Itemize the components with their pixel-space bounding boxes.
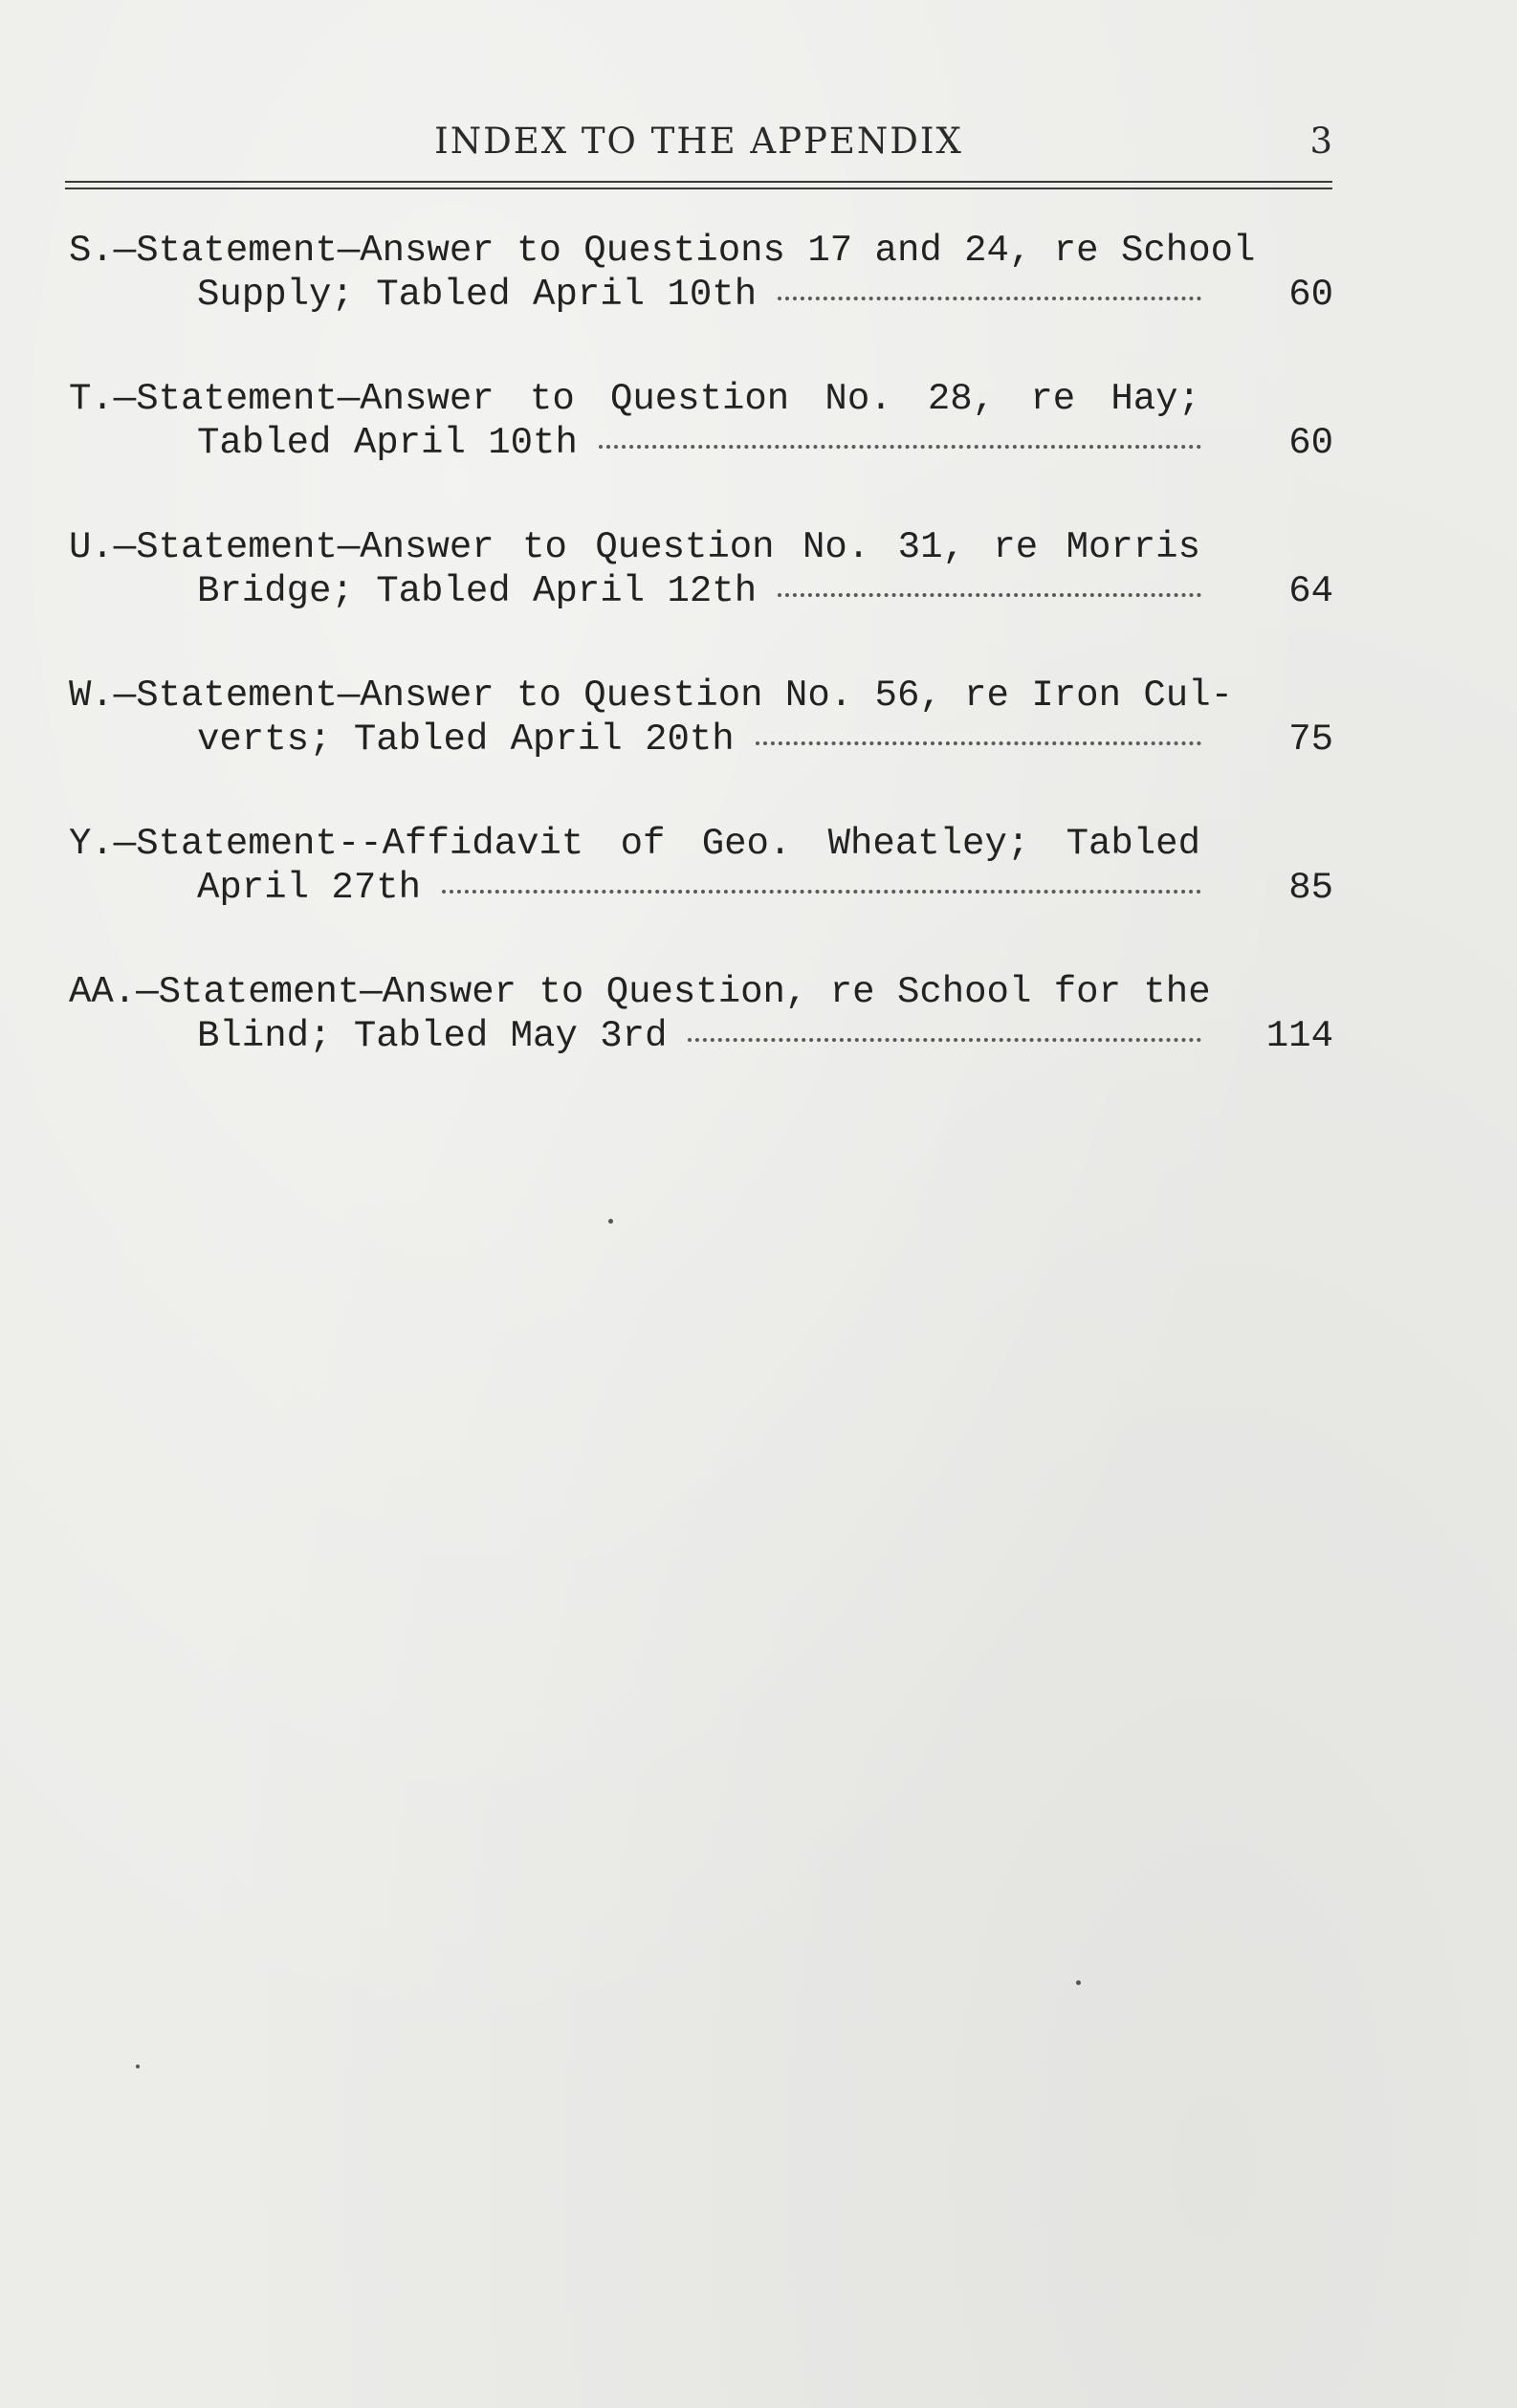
- paper-speck: [136, 2065, 140, 2068]
- entry-continuation-text: Supply; Tabled April 10th: [197, 274, 758, 316]
- entry-title-line: U.—Statement—Answer to Question No. 31, re Morris: [69, 526, 1200, 568]
- entry-title-line: AA.—Statement—Answer to Question, re School for the: [69, 971, 1211, 1013]
- dot-leader: [756, 732, 1201, 745]
- running-header: [65, 113, 1332, 170]
- header-rule-top: [65, 181, 1332, 183]
- entry-page-number: 64: [1288, 570, 1333, 612]
- entry-continuation-line: [197, 1013, 1201, 1059]
- index-entries: [69, 228, 1333, 1117]
- entry-continuation-text: Bridge; Tabled April 12th: [197, 570, 758, 612]
- entry-continuation-line: [197, 420, 1201, 466]
- header-title: INDEX TO THE APPENDIX: [434, 121, 963, 162]
- dot-leader: [688, 1028, 1201, 1042]
- entry-page-number: 114: [1265, 1015, 1333, 1057]
- entry-title-line: T.—Statement—Answer to Question No. 28, re Hay;: [69, 378, 1200, 420]
- header-page-number: 3: [1309, 121, 1332, 162]
- entry-continuation-text: April 27th: [197, 867, 422, 909]
- paper-speck: [1076, 1980, 1081, 1985]
- entry-title-line: S.—Statement—Answer to Questions 17 and 24, re School: [69, 230, 1256, 272]
- header-rule-bottom: [65, 188, 1332, 189]
- dot-leader: [442, 880, 1201, 894]
- entry-continuation-line: [197, 568, 1201, 614]
- entry-continuation-line: [197, 717, 1201, 762]
- entry-page-number: 60: [1288, 274, 1333, 316]
- entry-continuation-text: verts; Tabled April 20th: [197, 718, 735, 761]
- entry-title-line: Y.—Statement--Affidavit of Geo. Wheatley; Tabled: [69, 823, 1200, 865]
- dot-leader: [778, 287, 1201, 300]
- paper-speck: [608, 1219, 613, 1224]
- index-entry-y: [69, 821, 1333, 969]
- entry-page-number: 60: [1288, 422, 1333, 464]
- index-entry-u: [69, 524, 1333, 673]
- entry-continuation-line: [197, 865, 1201, 911]
- index-entry-t: [69, 376, 1333, 524]
- index-entry-aa: [69, 969, 1333, 1117]
- dot-leader: [778, 584, 1201, 597]
- entry-continuation-text: Tabled April 10th: [197, 422, 578, 464]
- entry-page-number: 75: [1288, 718, 1333, 761]
- entry-continuation-text: Blind; Tabled May 3rd: [197, 1015, 668, 1057]
- index-entry-w: [69, 673, 1333, 821]
- entry-page-number: 85: [1288, 867, 1333, 909]
- dot-leader: [599, 435, 1201, 449]
- entry-title-line: W.—Statement—Answer to Question No. 56, re Iron Cul-: [69, 674, 1233, 717]
- index-entry-s: [69, 228, 1333, 376]
- entry-continuation-line: [197, 272, 1201, 318]
